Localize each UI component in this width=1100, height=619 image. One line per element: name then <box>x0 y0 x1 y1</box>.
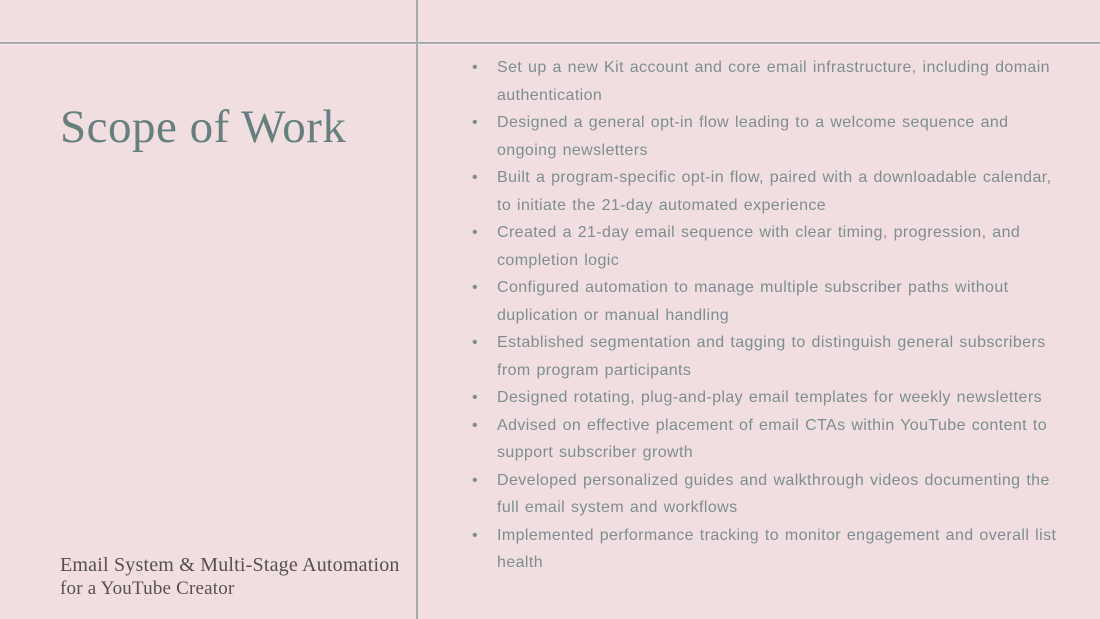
page-title: Scope of Work <box>60 101 347 153</box>
scope-item: • Created a 21-day email sequence with clear timing, progression, and completion logic <box>470 219 1066 274</box>
scope-item: • Implemented performance tracking to monitor engagement and overall list health <box>470 522 1066 577</box>
scope-item: • Developed personalized guides and walkthrough videos documenting the full email system and workflows <box>470 467 1066 522</box>
left-column <box>0 42 416 619</box>
project-caption <box>60 554 400 600</box>
scope-item: • Set up a new Kit account and core email infrastructure, including domain authentication <box>470 54 1066 109</box>
project-caption-line2: for a YouTube Creator <box>60 578 235 599</box>
scope-item: • Designed a general opt-in flow leading to a welcome sequence and ongoing newsletters <box>470 109 1066 164</box>
scope-item: • Established segmentation and tagging to distinguish general subscribers from program participants <box>470 329 1066 384</box>
scope-item: • Designed rotating, plug-and-play email templates for weekly newsletters <box>470 384 1066 412</box>
scope-item: • Built a program-specific opt-in flow, paired with a downloadable calendar, to initiate the 21-day automated experience <box>470 164 1066 219</box>
project-caption-line1: Email System & Multi-Stage Automation <box>60 554 400 576</box>
scope-bullet-list <box>470 54 1066 577</box>
scope-list <box>470 54 1066 577</box>
scope-item: • Configured automation to manage multiple subscriber paths without duplication or manual handling <box>470 274 1066 329</box>
scope-item: • Advised on effective placement of email CTAs within YouTube content to support subscriber growth <box>470 412 1066 467</box>
vertical-divider <box>416 0 418 619</box>
